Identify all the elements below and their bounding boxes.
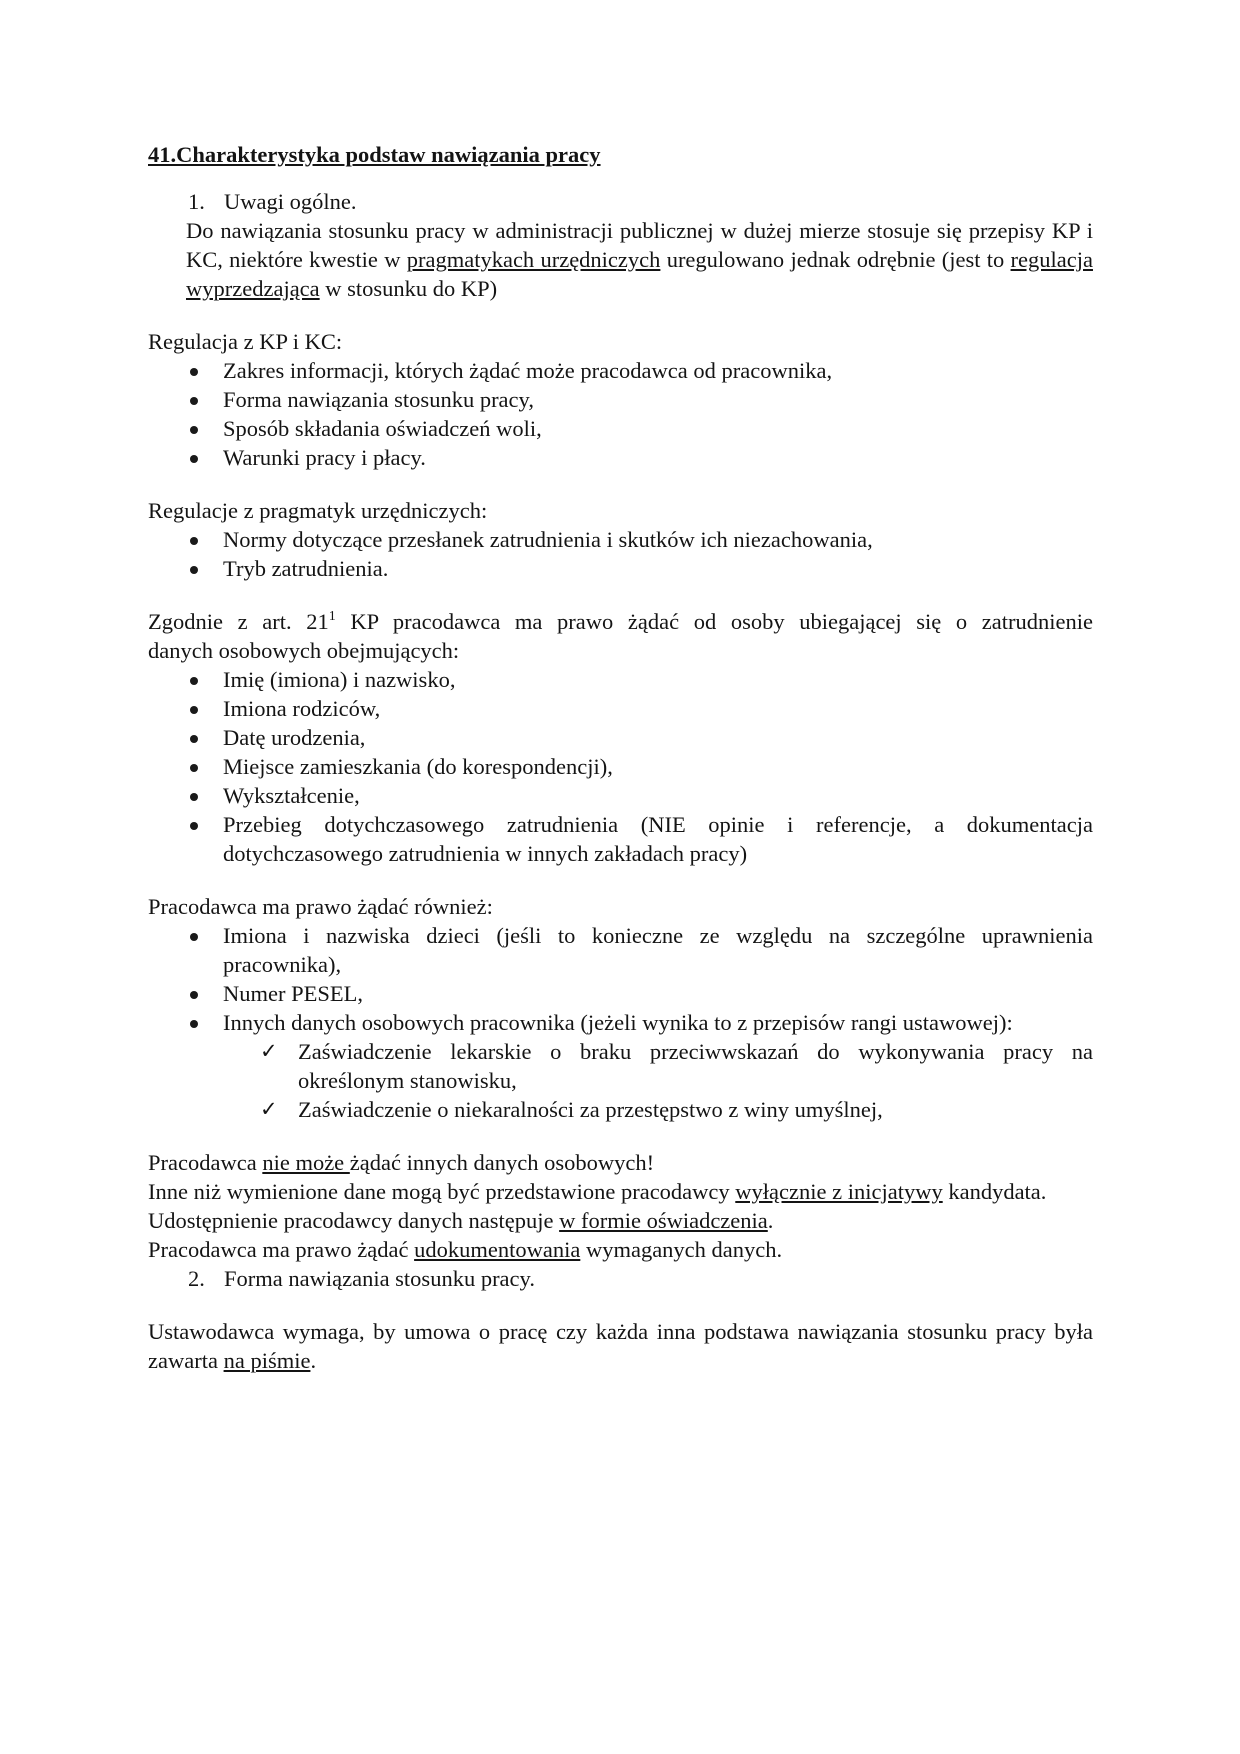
section-1-text-b: uregulowano jednak odrębnie (jest to — [660, 247, 1011, 272]
bullet-icon — [190, 1020, 198, 1028]
list-item: Warunki pracy i płacy. — [148, 443, 1093, 472]
section-1-title: Uwagi ogólne. — [224, 189, 357, 214]
art-21-line-2: danych osobowych obejmujących: — [148, 638, 460, 663]
check-item: ✓ Zaświadczenie o niekaralności za przestępstwo z winy umyślnej, — [260, 1097, 883, 1122]
bullet-icon — [190, 426, 198, 434]
checkmark-icon: ✓ — [260, 1097, 278, 1121]
section-2-heading — [188, 1264, 1093, 1293]
art-superscript: 1 — [328, 609, 336, 624]
list-item: Innych danych osobowych pracownika (jeżeli wynika to z przepisów rangi ustawowej): — [148, 1008, 1093, 1037]
list-item: Przebieg dotychczasowego zatrudnienia (NIE opinie i referencje, a dokumentacja dotychczasowego zatrudnienia w innych zakładach pracy) — [148, 810, 1093, 868]
art-21-list — [148, 665, 1093, 868]
list-item: Forma nawiązania stosunku pracy, — [148, 385, 1093, 414]
rowniez-list — [148, 921, 1093, 1037]
rowniez-heading: Pracodawca ma prawo żądać również: — [148, 894, 493, 919]
section-2-title: Forma nawiązania stosunku pracy. — [224, 1266, 535, 1291]
checkmark-icon: ✓ — [260, 1039, 278, 1063]
section-1-number: 1. — [188, 189, 205, 214]
pragmatyki-heading: Regulacje z pragmatyk urzędniczych: — [148, 498, 488, 523]
bullet-icon — [190, 764, 198, 772]
section-1-text-c: w stosunku do KP) — [319, 276, 498, 301]
list-item: Numer PESEL, — [148, 979, 1093, 1008]
document-title: 41.Charakterystyka podstaw nawiązania pracy — [148, 142, 601, 167]
list-item: Wykształcenie, — [148, 781, 1093, 810]
note-3: Udostępnienie pracodawcy danych następuje w formie oświadczenia. — [148, 1208, 774, 1233]
list-item: Miejsce zamieszkania (do korespondencji), — [148, 752, 1093, 781]
check-list — [148, 1037, 1093, 1124]
bullet-icon — [190, 455, 198, 463]
art-21-line-1: Zgodnie z art. $21^1$ KP pracodawca ma prawo żądać od osoby ubiegającej się o zatrudnienie — [148, 609, 1093, 634]
bullet-icon — [190, 991, 198, 999]
bullet-icon — [190, 735, 198, 743]
list-item: Tryb zatrudnienia. — [148, 554, 1093, 583]
list-item: Imię (imiona) i nazwisko, — [148, 665, 1093, 694]
bullet-icon — [190, 566, 198, 574]
section-2-paragraph: Ustawodawca wymaga, by umowa o pracę czy każda inna podstawa nawiązania stosunku pracy była zawarta na piśmie. — [148, 1319, 1093, 1373]
section-2-number: 2. — [188, 1266, 205, 1291]
document-page — [148, 140, 1093, 1375]
bullet-icon — [190, 368, 198, 376]
section-1-text-a: Do nawiązania stosunku pracy w administracji publicznej w dużej mierze stosuje się przepisy KP i KC, niektóre kwestie w — [186, 218, 1093, 272]
list-item: Imiona i nazwiska dzieci (jeśli to konieczne ze względu na szczególne uprawnienia pracownika), — [148, 921, 1093, 979]
list-item: Datę urodzenia, — [148, 723, 1093, 752]
note-2: Inne niż wymienione dane mogą być przedstawione pracodawcy wyłącznie z inicjatywy kandydata. — [148, 1179, 1047, 1204]
bullet-icon — [190, 822, 198, 830]
section-1-paragraph — [186, 216, 1093, 303]
kpkc-list — [148, 356, 1093, 472]
list-item: Sposób składania oświadczeń woli, — [148, 414, 1093, 443]
regulacja-link-text: regulacja wyprzedzająca — [186, 247, 1093, 301]
note-4: Pracodawca ma prawo żądać udokumentowania wymaganych danych. — [148, 1237, 783, 1262]
pragmatyki-list — [148, 525, 1093, 583]
bullet-icon — [190, 933, 198, 941]
list-item: Normy dotyczące przesłanek zatrudnienia i skutków ich niezachowania, — [148, 525, 1093, 554]
list-item: Imiona rodziców, — [148, 694, 1093, 723]
bullet-icon — [190, 397, 198, 405]
note-1: Pracodawca nie może żądać innych danych osobowych! — [148, 1150, 655, 1175]
list-item: Zakres informacji, których żądać może pracodawca od pracownika, — [148, 356, 1093, 385]
bullet-icon — [190, 677, 198, 685]
pragmatyki-link-text: pragmatykach urzędniczych — [406, 247, 661, 272]
bullet-icon — [190, 706, 198, 714]
bullet-icon — [190, 793, 198, 801]
check-item: ✓ Zaświadczenie lekarskie o braku przeciwwskazań do wykonywania pracy na określonym stanowisku, — [260, 1039, 1093, 1093]
kpkc-heading: Regulacja z KP i KC: — [148, 329, 343, 354]
section-1-heading — [188, 187, 1093, 216]
bullet-icon — [190, 537, 198, 545]
